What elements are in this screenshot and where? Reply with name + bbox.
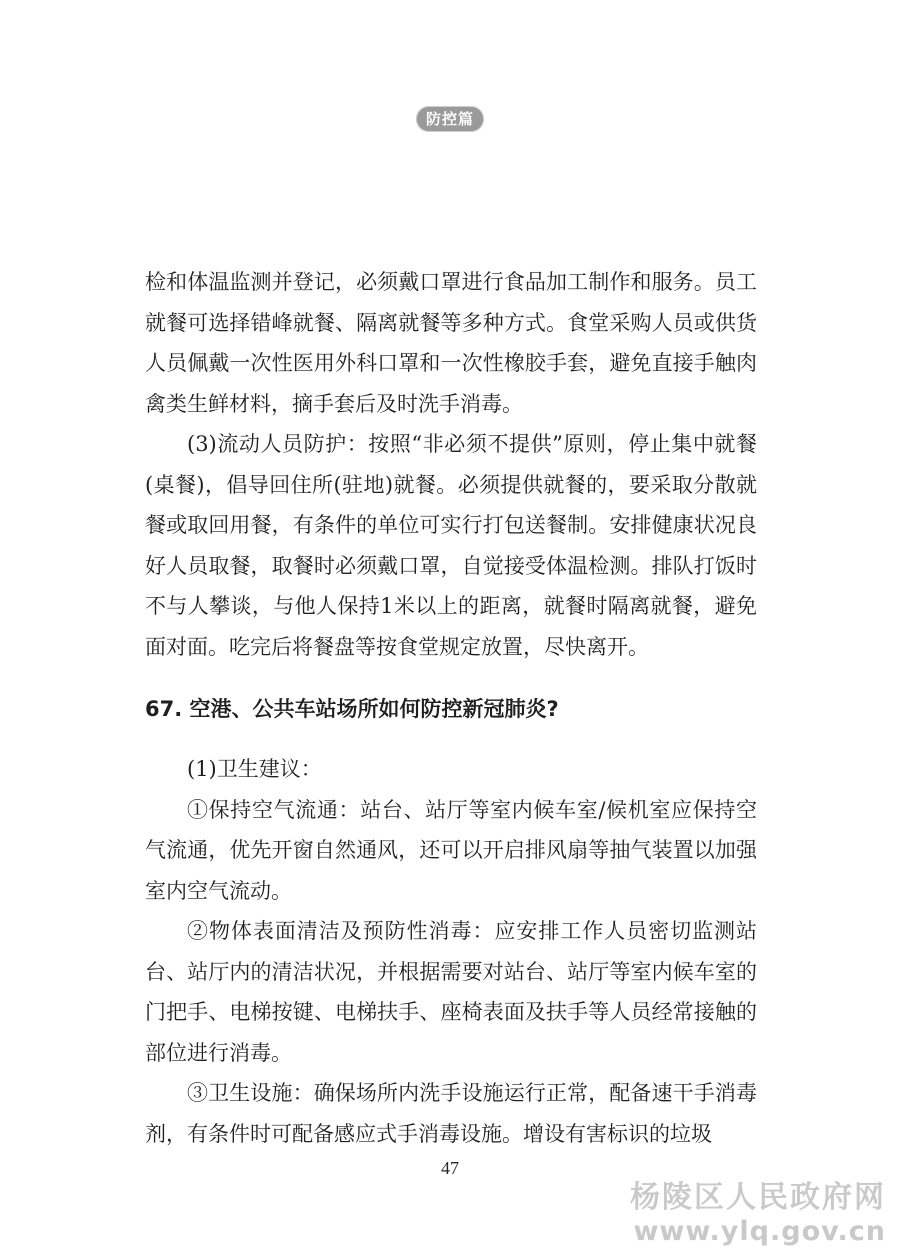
body-text <box>145 262 757 1154</box>
watermark <box>630 1180 886 1248</box>
watermark-url: www.ylq.gov.cn <box>633 1216 886 1247</box>
paragraph-continued: 检和体温监测并登记，必须戴口罩进行食品加工制作和服务。员工就餐可选择错峰就餐、隔离就餐等多种方式。食堂采购人员或供货人员佩戴一次性医用外科口罩和一次性橡胶手套，避免直接手触肉禽类生鲜材料，摘手套后及时洗手消毒。 <box>145 270 757 416</box>
page-number: 47 <box>441 1158 459 1178</box>
paragraph-surface-disinfection: ②物体表面清洁及预防性消毒：应安排工作人员密切监测站台、站厅内的清洁状况，并根据需要对站台、站厅等室内候车室的门把手、电梯按键、电梯扶手、座椅表面及扶手等人员经常接触的部位进行消毒。 <box>145 919 757 1065</box>
paragraph-hygiene-advice: (1)卫生建议： <box>187 757 322 781</box>
watermark-site-name: 杨陵区人民政府网 <box>630 1180 886 1215</box>
paragraph-mobile-staff: (3)流动人员防护：按照“非必须不提供”原则，停止集中就餐(桌餐)，倡导回住所(驻地)就餐。必须提供就餐的，要采取分散就餐或取回用餐，有条件的单位可实行打包送餐制。安排健康状况良好人员取餐，取餐时必须戴口罩，自觉接受体温检测。排队打饭时不与人攀谈，与他人保持1米以上的距离，就餐时隔离就餐，避免面对面。吃完后将餐盘等按食堂规定放置，尽快离开。 <box>145 432 757 659</box>
section-label-badge: 防控篇 <box>416 106 484 132</box>
running-header <box>0 106 900 132</box>
section-heading: 67. 空港、公共车站场所如何防控新冠肺炎? <box>145 697 559 721</box>
paragraph-air-circulation: ①保持空气流通：站台、站厅等室内候车室/候机室应保持空气流通，优先开窗自然通风，还可以开启排风扇等抽气装置以加强室内空气流动。 <box>145 797 757 903</box>
paragraph-hygiene-facilities: ③卫生设施：确保场所内洗手设施运行正常，配备速干手消毒剂，有条件时可配备感应式手消毒设施。增设有害标识的垃圾 <box>145 1081 757 1146</box>
